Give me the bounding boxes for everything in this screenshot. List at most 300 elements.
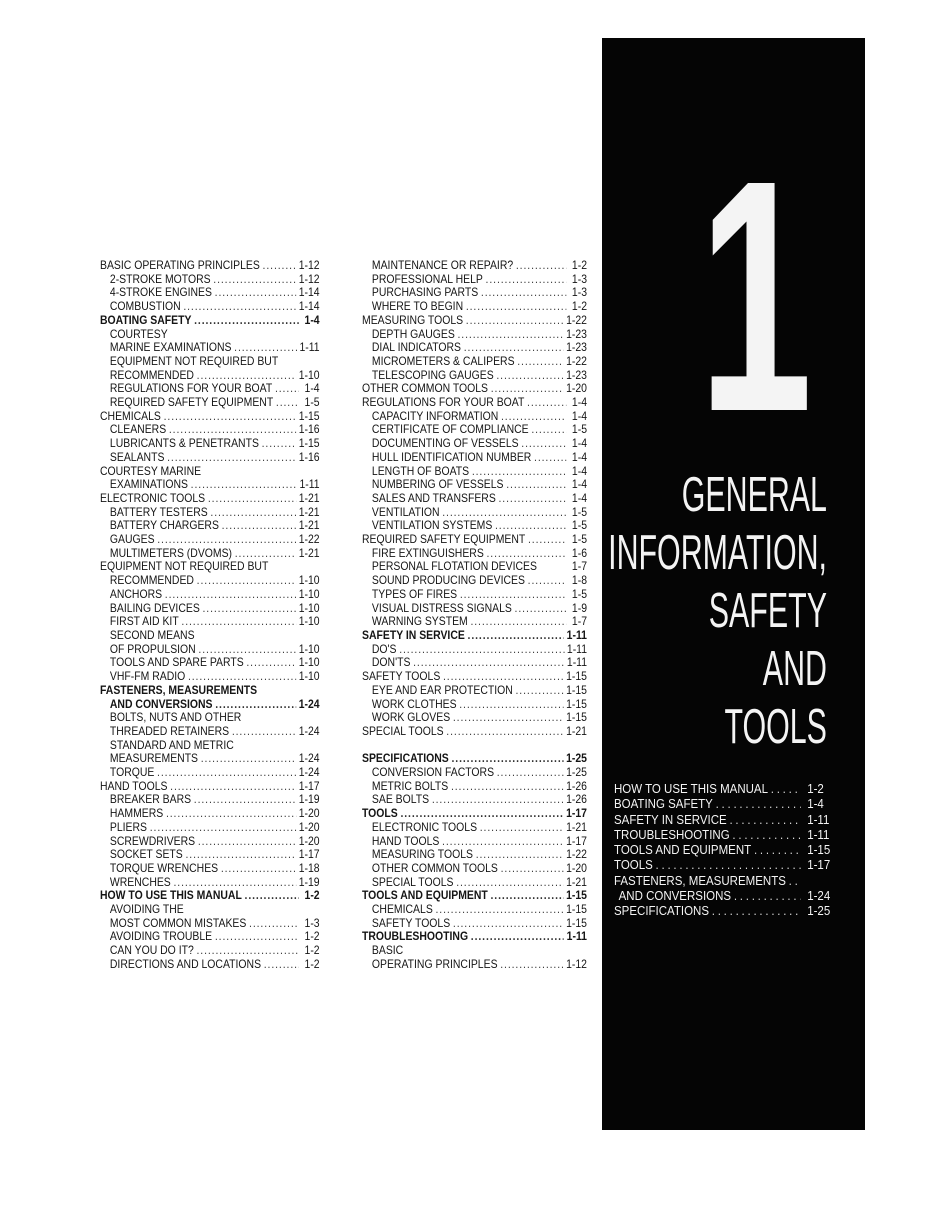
index-entry-page: 1-20 [566,382,587,396]
index-entry-title: OTHER COMMON TOOLS [371,861,498,875]
index-entry-page: 1-11 [299,478,320,492]
index-entry-page: 1-11 [299,341,320,355]
chapter-title-line: SAFETY [708,584,827,638]
index-entry-page: 1-17 [807,858,831,873]
index-entry [362,835,587,849]
index-entry-title: ANCHORS [109,587,163,601]
index-entry-title: CAPACITY INFORMATION [371,409,499,423]
index-entry [100,821,320,835]
index-entry [100,506,320,520]
index-entry-page: 1-2 [571,300,587,314]
leader-dots [466,300,566,314]
index-entry-page: 1-24 [298,724,320,738]
index-entry-page: 1-5 [571,423,587,437]
index-entry-page: 1-16 [298,450,320,464]
index-entry [614,843,835,858]
index-entry [362,876,587,890]
index-entry [362,382,587,396]
index-entry [362,286,587,300]
index-entry-page: 1-5 [571,533,587,547]
index-entry [362,478,587,492]
index-entry-page: 1-23 [566,368,587,382]
leader-dots [215,698,296,712]
index-entry-page: 1-14 [298,300,320,314]
index-entry [100,547,320,561]
index-entry-title: REGULATIONS FOR YOUR BOAT [109,382,273,396]
index-entry-page: 1-4 [571,478,587,492]
index-entry [100,807,320,821]
index-entry-title: SAFETY TOOLS [371,916,451,930]
index-column-right [362,259,587,972]
index-entry [362,492,587,506]
index-entry-page: 1-21 [298,491,320,505]
index-entry-title: TELESCOPING GAUGES [371,368,494,382]
index-entry [362,451,587,465]
leader-dots [499,492,567,506]
index-entry [100,300,320,314]
index-entry-title: BOATING SAFETY [100,313,192,327]
index-entry-page: 1-11 [807,827,830,842]
index-entry-title: CHEMICALS [100,409,161,423]
index-entry-title: ELECTRONIC TOOLS [100,491,206,505]
index-entry [100,533,320,547]
index-entry [100,739,320,753]
index-entry-title: SOCKET SETS [109,848,183,862]
index-entry [100,615,320,629]
leader-dots [531,423,566,437]
leader-dots [194,314,299,328]
index-entry-page: 1-15 [566,889,587,903]
leader-dots [464,341,564,355]
index-entry-title: OTHER COMMON TOOLS [362,382,488,396]
index-entry-title: TROUBLESHOOTING [614,827,730,842]
index-entry [362,903,587,917]
index-entry-page: 1-17 [566,807,587,821]
index-entry-title: HULL IDENTIFICATION NUMBER [371,450,532,464]
index-entry [100,917,320,931]
index-entry-title: REQUIRED SAFETY EQUIPMENT [362,533,526,547]
leader-dots [456,876,563,890]
index-entry [100,273,320,287]
index-entry [614,889,835,904]
index-entry-title: TOOLS AND EQUIPMENT [614,843,752,858]
leader-dots [527,396,566,410]
leader-dots [215,286,296,300]
index-entry-title: RECOMMENDED [109,574,194,588]
index-entry [100,369,320,383]
leader-dots [500,958,563,972]
index-entry-title: SOUND PRODUCING DEVICES [371,574,525,588]
index-entry-page: 1-2 [571,259,587,272]
index-entry-title: SPECIFICATIONS [614,904,710,919]
index-entry [100,698,320,712]
index-entry [362,752,587,766]
index-entry-page: 1-11 [566,642,587,656]
index-entry-title: AND CONVERSIONS [618,889,732,904]
index-entry-title: MULTIMETERS (DVOMS) [109,546,233,560]
index-entry-page: 1-12 [566,957,587,971]
leader-dots [232,725,296,739]
index-entry-page: 1-24 [298,752,320,766]
index-entry [100,766,320,780]
leader-dots [771,782,801,797]
index-entry [362,725,587,739]
leader-dots [442,835,563,849]
index-entry-page: 1-22 [298,533,320,547]
index-entry [100,437,320,451]
leader-dots [150,821,296,835]
index-entry-page: 1-25 [566,766,587,779]
index-entry-page: 1-10 [298,615,320,629]
index-entry-title: EQUIPMENT NOT REQUIRED BUT [109,354,279,368]
index-entry-title: HAMMERS [109,807,164,821]
index-entry-title: SAFETY IN SERVICE [614,812,727,827]
index-entry [614,874,835,889]
index-entry-page: 1-3 [571,272,587,286]
index-entry [362,574,587,588]
leader-dots [166,807,296,821]
index-entry-title: LENGTH OF BOATS [371,464,470,478]
index-entry [100,588,320,602]
leader-dots [235,547,296,561]
index-entry-page: 1-10 [298,574,320,588]
leader-dots [459,698,563,712]
index-entry [100,314,320,328]
leader-dots [486,273,567,287]
index-entry-page: 1-10 [298,656,320,670]
index-entry-page: 1-5 [571,587,587,601]
index-entry [362,259,587,273]
index-entry [100,574,320,588]
index-entry [100,560,320,574]
index-entry-title: BREAKER BARS [109,793,192,807]
index-entry-title: SAE BOLTS [371,793,430,807]
index-entry-page: 1-18 [298,861,320,875]
index-entry-title: COURTESY MARINE [100,464,202,478]
index-entry [362,766,587,780]
leader-dots [466,314,564,328]
leader-dots [729,813,800,828]
index-entry-title: RECOMMENDED [109,368,194,382]
index-column-left [100,259,320,972]
index-entry-page: 1-4 [304,313,320,327]
index-entry-page: 1-21 [298,546,320,560]
index-entry-page: 1-21 [298,505,320,519]
chapter-contents [614,782,835,920]
index-entry-title: TORQUE [109,766,155,780]
leader-dots [198,643,296,657]
index-entry-page: 1-5 [571,519,587,533]
leader-dots [164,410,296,424]
index-entry [100,848,320,862]
index-entry [614,782,835,797]
leader-dots [249,917,299,931]
index-entry [100,711,320,725]
leader-dots [169,423,296,437]
index-entry [100,793,320,807]
index-entry-title: SECOND MEANS [109,628,195,642]
index-entry-title: 4-STROKE ENGINES [109,286,212,300]
leader-dots [515,684,563,698]
leader-dots [501,862,564,876]
index-entry-title: CONVERSION FACTORS [371,766,495,779]
leader-dots [521,437,566,451]
leader-dots [468,629,564,643]
index-entry-page: 1-10 [298,587,320,601]
index-entry-title: ELECTRONIC TOOLS [371,820,478,834]
index-entry [100,410,320,424]
index-entry-title: FASTENERS, MEASUREMENTS [614,873,786,888]
index-entry-page: 1-23 [566,327,587,341]
index-entry-title: REGULATIONS FOR YOUR BOAT [362,396,525,410]
chapter-title-line: TOOLS [724,700,827,754]
index-entry [362,930,587,944]
index-entry-title: SAFETY IN SERVICE [362,628,465,642]
index-entry [100,259,320,273]
leader-dots [400,807,563,821]
index-entry [362,602,587,616]
index-entry-page: 1-4 [571,491,587,505]
index-entry [362,848,587,862]
index-entry [362,423,587,437]
chapter-title-line: GENERAL [681,468,827,522]
leader-dots [732,828,800,843]
index-entry [614,813,835,828]
index-entry-page: 1-4 [571,396,587,410]
index-entry [362,355,587,369]
index-entry-title: 2-STROKE MOTORS [109,272,211,286]
index-entry-title: SPECIFICATIONS [362,752,449,766]
index-entry [362,629,587,643]
index-entry-page: 1-2 [304,944,320,958]
index-entry [100,958,320,972]
index-entry-title: REQUIRED SAFETY EQUIPMENT [109,396,274,410]
index-entry-title: FIRST AID KIT [109,615,179,629]
leader-dots [453,711,564,725]
index-entry-title: MEASURING TOOLS [362,313,464,327]
index-entry [362,533,587,547]
leader-dots [173,876,296,890]
index-entry [100,643,320,657]
index-entry-page: 1-22 [566,354,587,368]
index-entry-title: SAFETY TOOLS [362,670,441,684]
index-entry-title: SPECIAL TOOLS [371,875,454,889]
leader-dots [201,752,296,766]
index-entry-page: 1-25 [807,904,831,919]
index-entry-title: DIRECTIONS AND LOCATIONS [109,957,262,971]
index-entry-page: 1-20 [298,820,320,834]
leader-dots [481,286,566,300]
leader-dots [656,858,801,873]
leader-dots [245,889,299,903]
index-entry-page: 1-15 [566,697,587,711]
index-entry-page: 1-4 [571,450,587,464]
leader-dots [515,602,567,616]
index-entry-title: MOST COMMON MISTAKES [109,916,247,930]
index-entry-page: 1-7 [571,560,587,574]
index-entry-title: AND CONVERSIONS [109,697,213,711]
leader-dots [451,780,563,794]
index-entry [362,643,587,657]
index-entry-page: 1-21 [566,820,587,834]
index-entry-title: SPECIAL TOOLS [362,724,444,738]
chapter-number: 1 [699,111,813,480]
index-entry-page: 1-25 [566,752,587,766]
index-entry-title: EYE AND EAR PROTECTION [371,683,513,697]
index-entry-page: 1-12 [298,272,320,286]
index-entry-title: PERSONAL FLOTATION DEVICES [371,560,537,574]
leader-dots [170,780,296,794]
index-entry-page: 1-24 [298,766,320,780]
index-entry [614,828,835,843]
chapter-panel [602,38,865,1130]
index-entry-page: 1-20 [298,834,320,848]
leader-dots [165,588,296,602]
leader-dots [208,492,296,506]
index-entry-page: 1-11 [807,812,830,827]
index-entry-title: SALES AND TRANSFERS [371,491,496,505]
index-entry-page: 1-19 [298,793,320,807]
index-entry [362,410,587,424]
index-entry-title: WORK CLOTHES [371,697,457,711]
leader-dots [215,930,299,944]
index-entry [100,670,320,684]
index-entry-title: DON'TS [371,656,411,670]
index-entry-page: 1-23 [566,341,587,355]
index-entry [100,355,320,369]
index-entry-title: TOOLS AND EQUIPMENT [362,889,488,903]
index-entry-page: 1-10 [298,642,320,656]
index-entry-page: 1-15 [298,409,320,423]
leader-dots [275,382,299,396]
index-entry-title: TOOLS AND SPARE PARTS [109,656,244,670]
leader-dots [506,478,566,492]
leader-dots [181,615,296,629]
chapter-title-line: AND [762,642,827,696]
leader-dots [497,766,564,780]
index-entry [100,903,320,917]
index-entry-title: BOATING SAFETY [614,797,713,812]
index-entry [362,314,587,328]
leader-dots [194,793,296,807]
index-entry-page: 1-11 [566,930,587,944]
index-entry [100,286,320,300]
leader-dots [157,533,296,547]
index-entry [362,656,587,670]
leader-dots [516,259,566,273]
index-entry-page: 1-2 [807,782,824,796]
index-entry-title: BATTERY TESTERS [109,505,208,519]
index-entry [362,437,587,451]
index-entry-title: GAUGES [109,533,155,547]
leader-dots [517,355,563,369]
index-entry [100,780,320,794]
index-entry-title: NUMBERING OF VESSELS [371,478,504,492]
leader-dots [754,843,801,858]
index-entry-page: 1-8 [571,574,587,588]
index-entry [362,615,587,629]
index-entry-title: WARNING SYSTEM [371,615,468,629]
index-entry [100,423,320,437]
index-entry-page: 1-3 [571,286,587,300]
leader-dots [491,382,564,396]
index-entry-title: BAILING DEVICES [109,601,200,615]
index-entry [100,465,320,479]
index-entry [100,862,320,876]
index-entry [100,478,320,492]
index-entry-page: 1-17 [298,779,320,793]
index-entry [362,369,587,383]
leader-dots [446,725,563,739]
index-entry-page: 1-21 [566,724,587,738]
chapter-title [608,466,827,756]
index-entry-page: 1-2 [304,889,320,903]
index-entry-title: TOOLS [614,858,653,873]
index-entry-page: 1-26 [566,793,587,807]
index-entry [100,451,320,465]
index-entry-page: 1-17 [298,848,320,862]
index-entry-title: CAN YOU DO IT? [109,944,194,958]
leader-dots [157,766,296,780]
index-entry [100,876,320,890]
index-entry-page: 1-21 [566,875,587,889]
index-entry-title: PROFESSIONAL HELP [371,272,483,286]
index-entry [100,396,320,410]
index-entry-title: CERTIFICATE OF COMPLIANCE [371,423,529,437]
leader-dots [167,451,296,465]
index-entry-page: 1-4 [571,464,587,478]
index-entry-title: CHEMICALS [371,903,433,917]
index-entry-title: TORQUE WRENCHES [109,861,219,875]
index-entry-page: 1-10 [298,670,320,684]
index-entry-title: METRIC BOLTS [371,779,449,793]
index-entry [362,341,587,355]
index-entry-title: VENTILATION SYSTEMS [371,519,493,533]
index-entry-page: 1-11 [566,656,587,670]
index-entry-title: MAINTENANCE OR REPAIR? [371,259,514,272]
index-entry-page: 1-5 [304,396,320,410]
leader-dots [486,547,566,561]
leader-dots [399,643,564,657]
index-entry [100,684,320,698]
index-entry-title: COURTESY [109,327,168,341]
leader-dots [734,889,801,904]
index-entry-page: 1-4 [304,382,320,396]
index-entry-page: 1-24 [298,697,320,711]
index-entry-title: HAND TOOLS [371,834,440,848]
index-entry [362,739,587,753]
leader-dots [476,848,564,862]
index-entry [100,328,320,342]
leader-dots [221,862,296,876]
index-entry-page: 1-10 [298,601,320,615]
leader-dots [460,588,566,602]
index-entry-title: TYPES OF FIRES [371,587,458,601]
leader-dots [262,437,296,451]
index-entry [362,560,587,574]
index-entry [362,711,587,725]
index-entry-title: STANDARD AND METRIC [109,738,234,752]
leader-dots [413,656,564,670]
index-entry-page: 1-4 [571,409,587,423]
index-entry [362,821,587,835]
leader-dots [528,574,567,588]
leader-dots [246,656,296,670]
index-entry [362,396,587,410]
index-entry-page: 1-26 [566,779,587,793]
index-entry [362,917,587,931]
leader-dots [234,341,297,355]
